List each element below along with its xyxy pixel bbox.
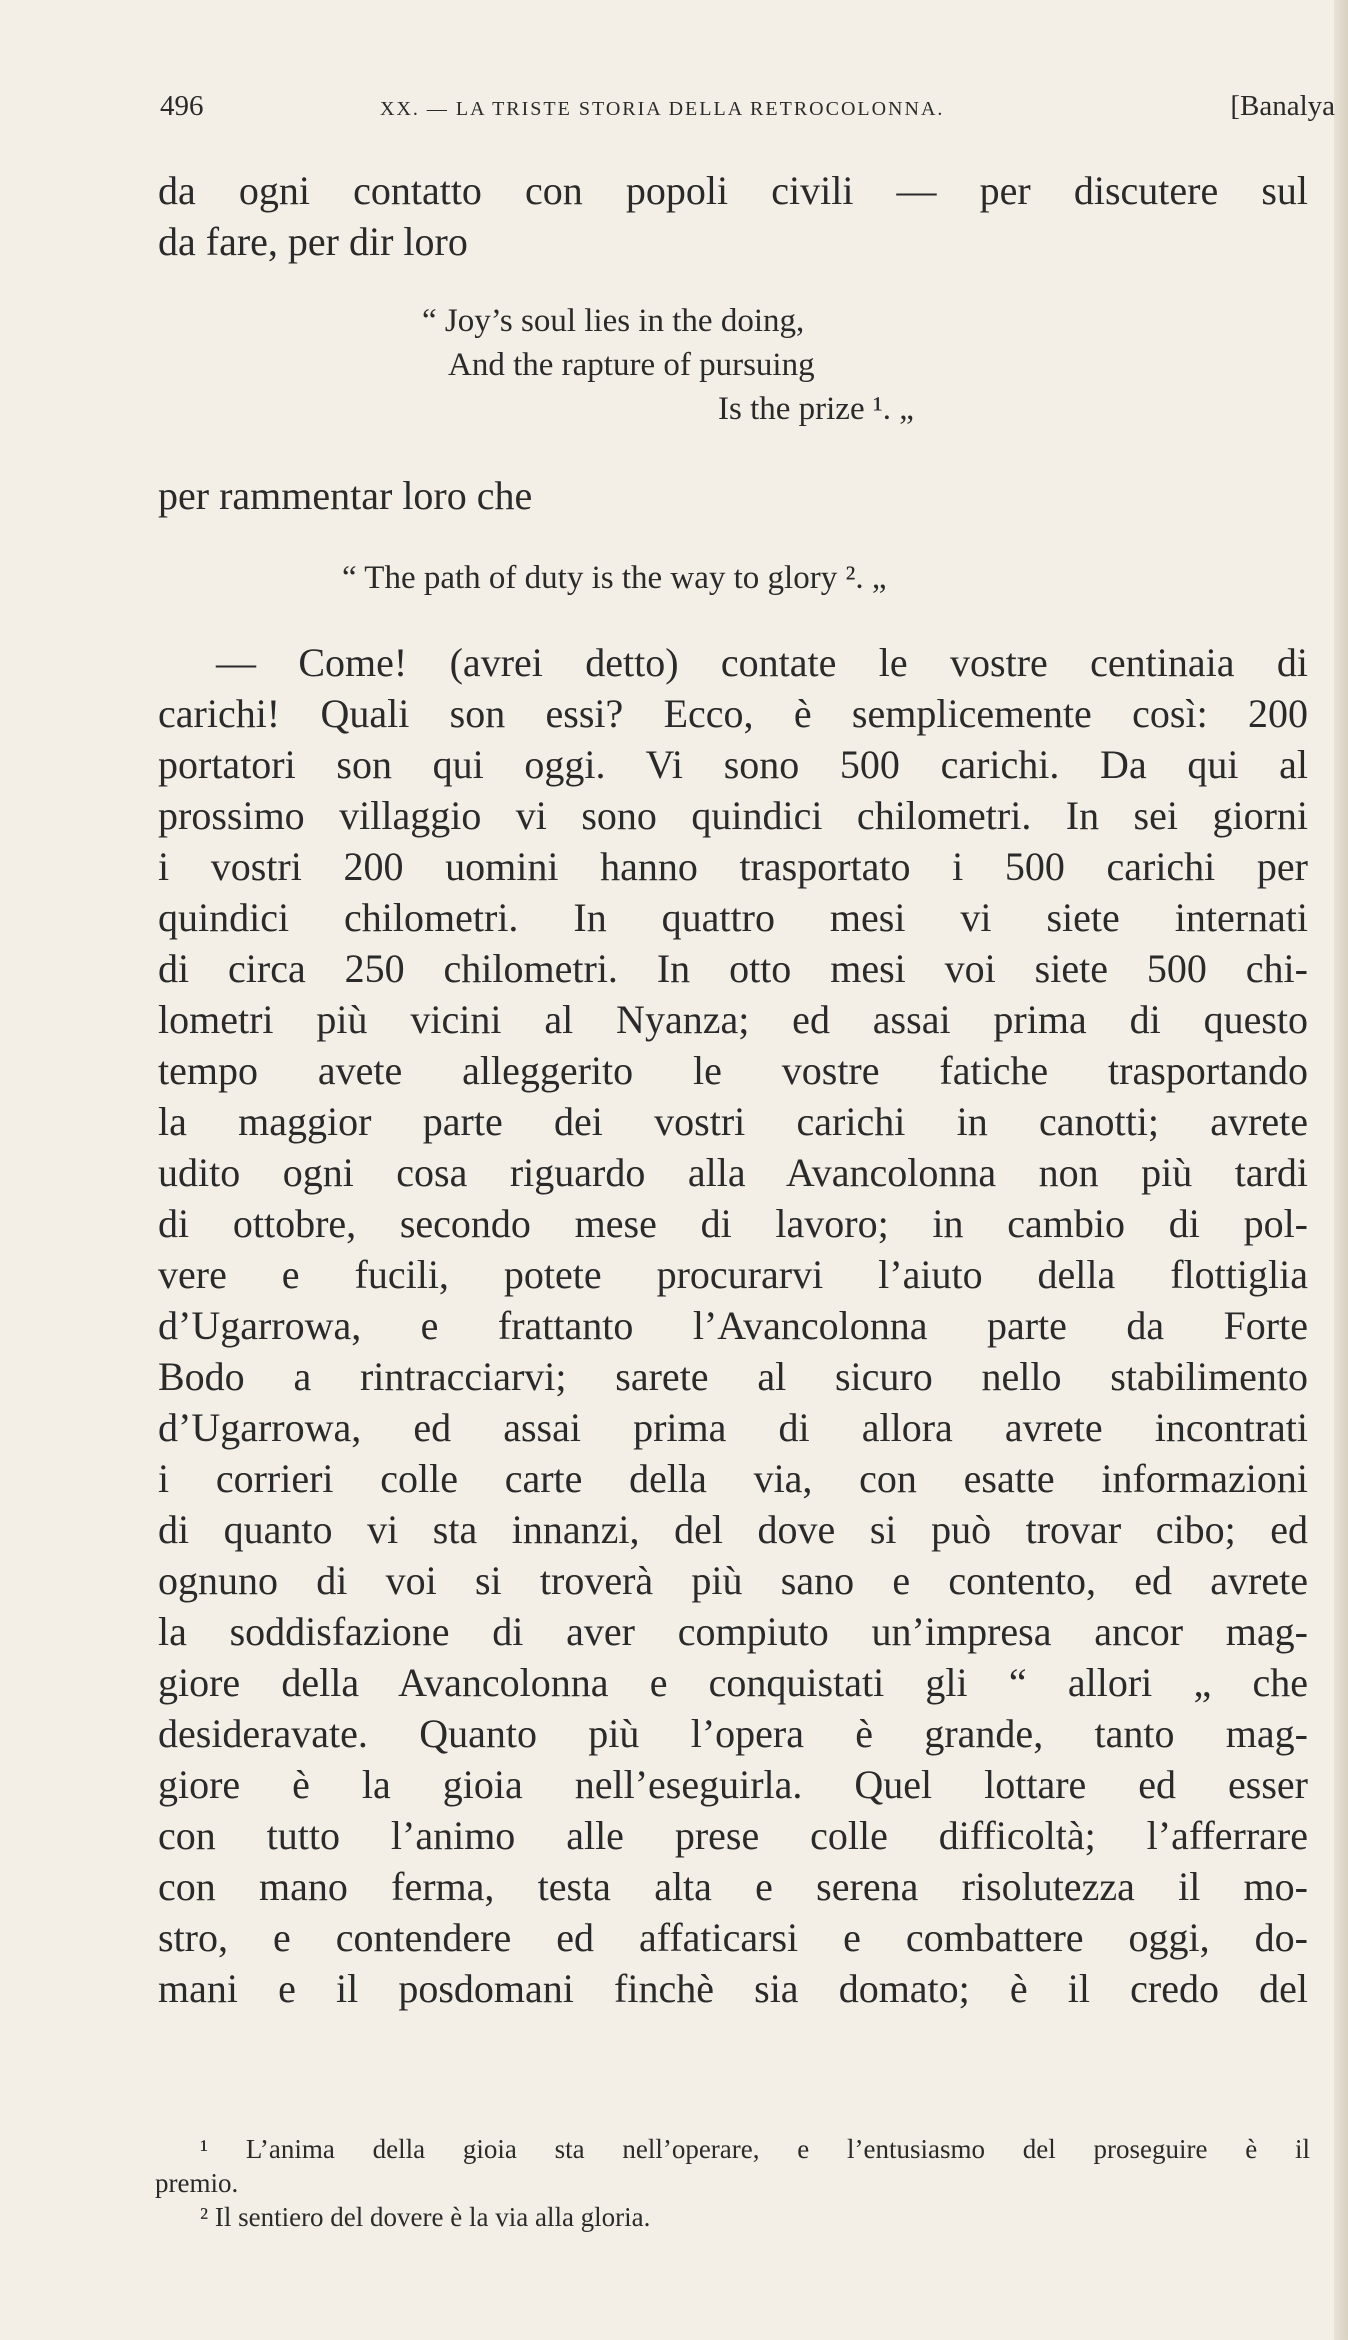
text-line: Bodo a rintracciarvi; sarete al sicuro nello stabilimento [158,1354,1308,1399]
text-line: ognuno di voi si troverà più sano e contento, ed avrete [158,1558,1308,1603]
text-line: lometri più vicini al Nyanza; ed assai prima di questo [158,997,1308,1042]
text-line: — Come! (avrei detto) contate le vostre centinaia di [216,640,1308,685]
text-line: udito ogni cosa riguardo alla Avancolonna non più tardi [158,1150,1308,1195]
text-line: quindici chilometri. In quattro mesi vi siete internati [158,895,1308,940]
page-number: 496 [160,90,204,122]
footnotes [155,2132,1310,2234]
footnote-line: ¹ L’anima della gioia sta nell’operare, e l’entusiasmo del proseguire è il [200,2134,1310,2164]
text-line: prossimo villaggio vi sono quindici chilometri. In sei giorni [158,793,1308,838]
text-line: con tutto l’animo alle prese colle difficoltà; l’afferrare [158,1813,1308,1858]
text-line: i vostri 200 uomini hanno trasportato i 500 carichi per [158,844,1308,889]
text-line: di quanto vi sta innanzi, del dove si può trovar cibo; ed [158,1507,1308,1552]
footnote-line: ² Il sentiero del dovere è la via alla gloria. [200,2202,651,2232]
text-line: vere e fucili, potete procurarvi l’aiuto della flottiglia [158,1252,1308,1297]
text-line: per rammentar loro che [158,473,533,518]
text-line: desideravate. Quanto più l’opera è grande, tanto mag- [158,1711,1308,1756]
motto-quote: “ The path of duty is the way to glory ². „ [342,560,887,596]
text-line: portatori son qui oggi. Vi sono 500 carichi. Da qui al [158,742,1308,787]
text-line: da fare, per dir loro [158,219,468,264]
text-line: i corrieri colle carte della via, con esatte informazioni [158,1456,1308,1501]
text-line: tempo avete alleggerito le vostre fatiche trasportando [158,1048,1308,1093]
page-edge [1334,0,1348,2340]
footnote-line: premio. [155,2168,239,2198]
text-line: con mano ferma, testa alta e serena risolutezza il mo- [158,1864,1308,1909]
running-head: XX. — LA TRISTE STORIA DELLA RETROCOLONNA. [380,98,945,120]
text-line: stro, e contendere ed affaticarsi e combattere oggi, do- [158,1915,1308,1960]
text-line: di circa 250 chilometri. In otto mesi voi siete 500 chi- [158,946,1308,991]
main-paragraph [158,637,1308,2014]
middle-text [158,470,1308,521]
text-line: da ogni contatto con popoli civili — per discutere sul [158,168,1308,213]
poem-line: Is the prize ¹. „ [718,391,914,427]
text-line: d’Ugarrowa, ed assai prima di allora avrete incontrati [158,1405,1308,1450]
text-line: carichi! Quali son essi? Ecco, è semplicemente così: 200 [158,691,1308,736]
intro-text [158,165,1308,267]
place-marker: [Banalya [1230,90,1335,122]
text-line: di ottobre, secondo mese di lavoro; in cambio di pol- [158,1201,1308,1246]
poem-line: “ Joy’s soul lies in the doing, [422,303,805,339]
page-header [160,90,1335,130]
text-line: la maggior parte dei vostri carichi in canotti; avrete [158,1099,1308,1144]
poem-line: And the rapture of pursuing [448,347,815,383]
text-line: giore della Avancolonna e conquistati gli “ allori „ che [158,1660,1308,1705]
text-line: d’Ugarrowa, e frattanto l’Avancolonna parte da Forte [158,1303,1308,1348]
text-line: mani e il posdomani finchè sia domato; è il credo del [158,1966,1308,2011]
text-line: giore è la gioia nell’eseguirla. Quel lottare ed esser [158,1762,1308,1807]
text-line: la soddisfazione di aver compiuto un’impresa ancor mag- [158,1609,1308,1654]
